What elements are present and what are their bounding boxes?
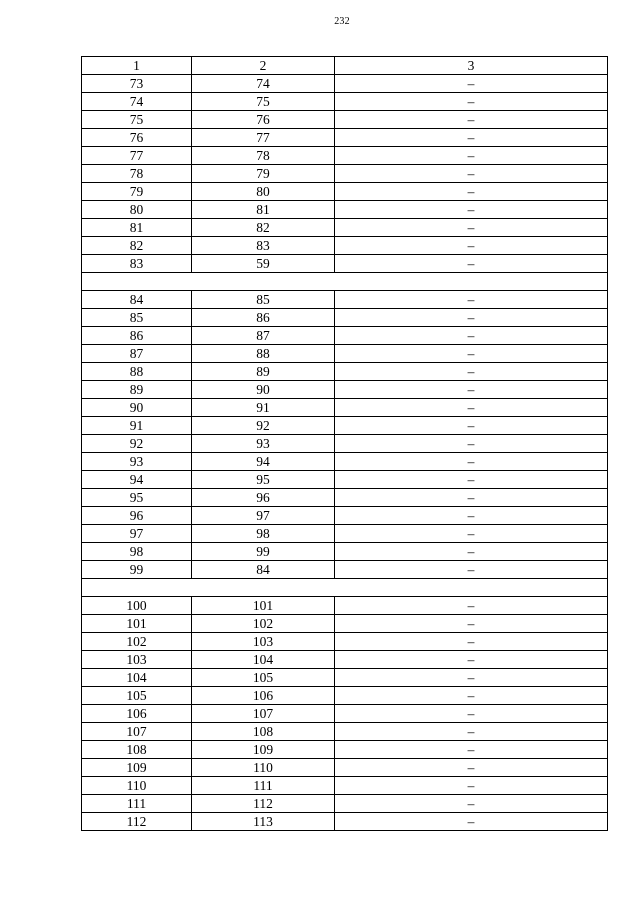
table-row [82,399,608,417]
table-cell-col-1: 106 [82,705,192,723]
table-cell-col-1: 86 [82,327,192,345]
table-row [82,651,608,669]
table-cell-col-1: 95 [82,489,192,507]
section-separator-cell [82,273,608,291]
table-row [82,723,608,741]
table-cell-col-2: 112 [192,795,335,813]
table-cell-col-1: 109 [82,759,192,777]
table-cell-col-3: – [335,795,608,813]
table-cell-col-3: – [335,651,608,669]
section-separator-row [82,273,608,291]
table-row [82,615,608,633]
table-row [82,705,608,723]
table-cell-col-2: 83 [192,237,335,255]
table-cell-col-3: – [335,597,608,615]
table-row [82,561,608,579]
table-cell-col-1: 76 [82,129,192,147]
table-cell-col-1: 108 [82,741,192,759]
table-cell-col-3: – [335,633,608,651]
table-cell-col-2: 101 [192,597,335,615]
table-cell-col-3: – [335,201,608,219]
table-row [82,543,608,561]
table-row [82,381,608,399]
table-cell-col-3: – [335,363,608,381]
table-row [82,255,608,273]
section-separator-row [82,579,608,597]
table-cell-col-1: 96 [82,507,192,525]
table-cell-col-1: 84 [82,291,192,309]
table-cell-col-3: – [335,237,608,255]
table-cell-col-2: 96 [192,489,335,507]
table-cell-col-3: – [335,417,608,435]
table-cell-col-2: 89 [192,363,335,381]
table-body [82,57,608,831]
table-cell-col-2: 109 [192,741,335,759]
table-cell-col-2: 94 [192,453,335,471]
table-cell-col-3: – [335,453,608,471]
table-cell-col-3: – [335,723,608,741]
table-row [82,687,608,705]
table-cell-col-3: – [335,669,608,687]
table-cell-col-1: 83 [82,255,192,273]
table-cell-col-3: – [335,525,608,543]
table-cell-col-2: 59 [192,255,335,273]
table-cell-col-2: 95 [192,471,335,489]
table-row [82,471,608,489]
table-cell-col-3: – [335,471,608,489]
table-cell-col-3: – [335,165,608,183]
column-header-3: 3 [335,57,608,75]
table-cell-col-2: 113 [192,813,335,831]
table-cell-col-3: – [335,759,608,777]
table-cell-col-1: 75 [82,111,192,129]
section-separator-cell [82,579,608,597]
table-cell-col-3: – [335,255,608,273]
table-cell-col-2: 87 [192,327,335,345]
table-row [82,147,608,165]
table-row [82,669,608,687]
table-cell-col-2: 107 [192,705,335,723]
table-row [82,291,608,309]
data-table [81,56,608,831]
column-header-1: 1 [82,57,192,75]
table-cell-col-2: 108 [192,723,335,741]
table-cell-col-1: 98 [82,543,192,561]
table-cell-col-1: 93 [82,453,192,471]
table-cell-col-2: 106 [192,687,335,705]
table-cell-col-2: 97 [192,507,335,525]
table-cell-col-1: 92 [82,435,192,453]
table-row [82,525,608,543]
table-cell-col-2: 76 [192,111,335,129]
table-row [82,453,608,471]
table-cell-col-1: 99 [82,561,192,579]
table-cell-col-2: 84 [192,561,335,579]
table-cell-col-3: – [335,147,608,165]
table-cell-col-3: – [335,399,608,417]
table-cell-col-1: 74 [82,93,192,111]
table-cell-col-3: – [335,615,608,633]
table-cell-col-2: 105 [192,669,335,687]
table-row [82,165,608,183]
page-number: 232 [334,16,350,27]
table-cell-col-2: 79 [192,165,335,183]
table-cell-col-2: 99 [192,543,335,561]
table-cell-col-2: 90 [192,381,335,399]
table-cell-col-2: 102 [192,615,335,633]
table-cell-col-1: 80 [82,201,192,219]
table-cell-col-1: 103 [82,651,192,669]
table-cell-col-2: 93 [192,435,335,453]
table-row [82,489,608,507]
table-cell-col-2: 88 [192,345,335,363]
table-cell-col-3: – [335,219,608,237]
table-cell-col-1: 78 [82,165,192,183]
table-cell-col-3: – [335,345,608,363]
table-cell-col-1: 110 [82,777,192,795]
table-cell-col-2: 111 [192,777,335,795]
table-cell-col-3: – [335,489,608,507]
column-header-2: 2 [192,57,335,75]
table-cell-col-3: – [335,309,608,327]
table-header-row [82,57,608,75]
table-cell-col-3: – [335,291,608,309]
table-row [82,507,608,525]
table-row [82,597,608,615]
table-cell-col-1: 87 [82,345,192,363]
table-cell-col-1: 73 [82,75,192,93]
table-cell-col-3: – [335,741,608,759]
table-cell-col-2: 91 [192,399,335,417]
table-cell-col-3: – [335,111,608,129]
table-row [82,759,608,777]
table-row [82,795,608,813]
table-cell-col-1: 79 [82,183,192,201]
table-cell-col-2: 104 [192,651,335,669]
table-cell-col-3: – [335,435,608,453]
table-row [82,201,608,219]
table-row [82,219,608,237]
table-row [82,327,608,345]
table-cell-col-2: 110 [192,759,335,777]
table-cell-col-3: – [335,507,608,525]
table-row [82,741,608,759]
table-cell-col-2: 86 [192,309,335,327]
table-cell-col-2: 80 [192,183,335,201]
table-cell-col-1: 104 [82,669,192,687]
table-cell-col-3: – [335,687,608,705]
table-cell-col-3: – [335,813,608,831]
table-cell-col-3: – [335,93,608,111]
table-cell-col-1: 112 [82,813,192,831]
table-row [82,417,608,435]
table-cell-col-3: – [335,561,608,579]
table-cell-col-1: 97 [82,525,192,543]
table-row [82,111,608,129]
table-row [82,633,608,651]
table-cell-col-1: 107 [82,723,192,741]
table-cell-col-2: 85 [192,291,335,309]
table-cell-col-3: – [335,381,608,399]
table-cell-col-2: 98 [192,525,335,543]
table-row [82,237,608,255]
table-row [82,435,608,453]
table-row [82,777,608,795]
table-cell-col-2: 78 [192,147,335,165]
table-cell-col-3: – [335,129,608,147]
table-row [82,129,608,147]
table-cell-col-2: 103 [192,633,335,651]
table-cell-col-1: 100 [82,597,192,615]
table-row [82,363,608,381]
table-cell-col-3: – [335,777,608,795]
table-cell-col-1: 82 [82,237,192,255]
table-cell-col-2: 81 [192,201,335,219]
table-row [82,309,608,327]
table-cell-col-1: 90 [82,399,192,417]
table-row [82,345,608,363]
table-row [82,93,608,111]
table-cell-col-1: 81 [82,219,192,237]
table-cell-col-2: 74 [192,75,335,93]
table-cell-col-1: 89 [82,381,192,399]
table-cell-col-1: 91 [82,417,192,435]
table-cell-col-2: 82 [192,219,335,237]
table-row [82,75,608,93]
table-cell-col-2: 75 [192,93,335,111]
table-cell-col-1: 77 [82,147,192,165]
table-row [82,813,608,831]
table-cell-col-2: 77 [192,129,335,147]
table-cell-col-3: – [335,543,608,561]
table-cell-col-3: – [335,183,608,201]
table-cell-col-1: 111 [82,795,192,813]
table-cell-col-1: 85 [82,309,192,327]
table-cell-col-1: 88 [82,363,192,381]
table-cell-col-1: 94 [82,471,192,489]
table-cell-col-1: 101 [82,615,192,633]
table-cell-col-3: – [335,705,608,723]
table-cell-col-3: – [335,75,608,93]
table-cell-col-3: – [335,327,608,345]
table-cell-col-2: 92 [192,417,335,435]
table-cell-col-1: 102 [82,633,192,651]
table-row [82,183,608,201]
table-cell-col-1: 105 [82,687,192,705]
